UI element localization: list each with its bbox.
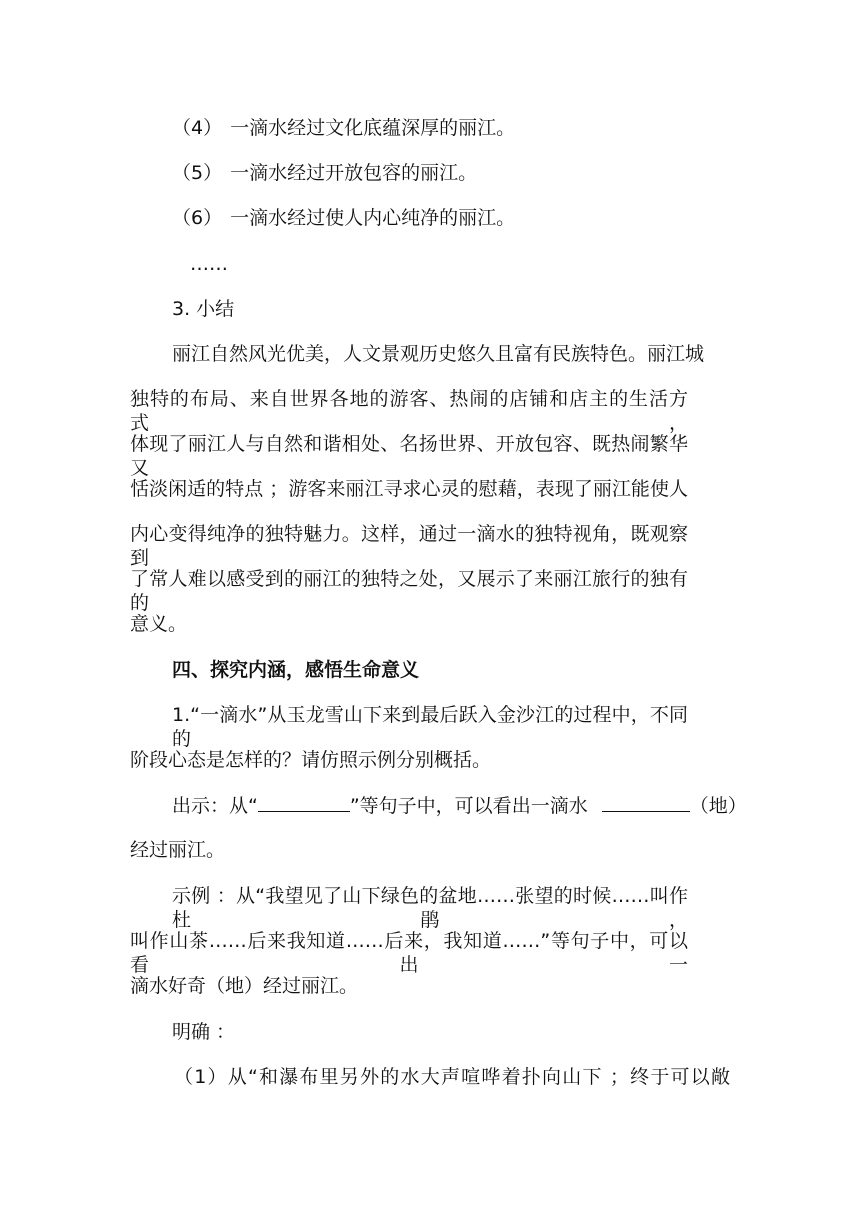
list-item — [172, 161, 477, 185]
ellipsis: …… — [190, 253, 228, 275]
summary-line: 丽江自然风光优美，人文景观历史悠久且富有民族特色。丽江城 — [172, 343, 705, 365]
summary-line: 内心变得纯净的独特魅力。这样，通过一滴水的独特视角，既观察到 — [130, 523, 688, 569]
fill-blank[interactable] — [602, 793, 690, 812]
list-item-marker: （6） — [172, 207, 223, 229]
prompt-line: 经过丽江。 — [130, 839, 226, 861]
list-item-marker: （4） — [172, 117, 223, 139]
prompt-text-start: 出示：从“ — [172, 795, 258, 817]
summary-heading: 3. 小结 — [172, 298, 235, 320]
fill-blank[interactable] — [258, 793, 350, 812]
question-line: 1.“一滴水”从玉龙雪山下来到最后跃入金沙江的过程中，不同的 — [172, 704, 688, 750]
example-line: 滴水好奇（地）经过丽江。 — [130, 975, 359, 997]
list-item — [172, 116, 515, 140]
list-item-text: 一滴水经过开放包容的丽江。 — [230, 162, 478, 184]
list-item-marker: （5） — [172, 162, 223, 184]
section-heading: 四、探究内涵，感悟生命意义 — [172, 659, 420, 681]
list-item-text: 一滴水经过使人内心纯净的丽江。 — [230, 207, 516, 229]
answer-line: （1）从“和瀑布里另外的水大声喧哗着扑向山下 ；终于可以敞 — [174, 1066, 730, 1088]
summary-line: 体现了丽江人与自然和谐相处、名扬世界、开放包容、既热闹繁华又 — [130, 433, 688, 479]
list-item-text: 一滴水经过文化底蕴深厚的丽江。 — [230, 117, 516, 139]
question-line: 阶段心态是怎样的？请仿照示例分别概括。 — [130, 749, 492, 771]
clarify-label: 明确 ： — [172, 1021, 236, 1043]
example-line: 叫作山茶……后来我知道……后来，我知道……”等句子中，可以看出一 — [130, 930, 688, 976]
summary-line: 恬淡闲适的特点 ；游客来丽江寻求心灵的慰藉，表现了丽江能使人 — [130, 478, 688, 500]
prompt-text-end: （地） — [689, 795, 747, 817]
prompt-line — [172, 793, 747, 818]
example-line: 示例 ：从“我望见了山下绿色的盆地……张望的时候……叫作杜鹃， — [172, 885, 688, 931]
prompt-text-middle: ”等句子中，可以看出一滴水 — [349, 795, 588, 817]
summary-line: 了常人难以感受到的丽江的独特之处，又展示了来丽江旅行的独有的 — [130, 568, 688, 614]
summary-line: 意义。 — [130, 613, 188, 635]
list-item — [172, 206, 515, 230]
summary-line: 独特的布局、来自世界各地的游客、热闹的店铺和店主的生活方式， — [130, 388, 688, 434]
